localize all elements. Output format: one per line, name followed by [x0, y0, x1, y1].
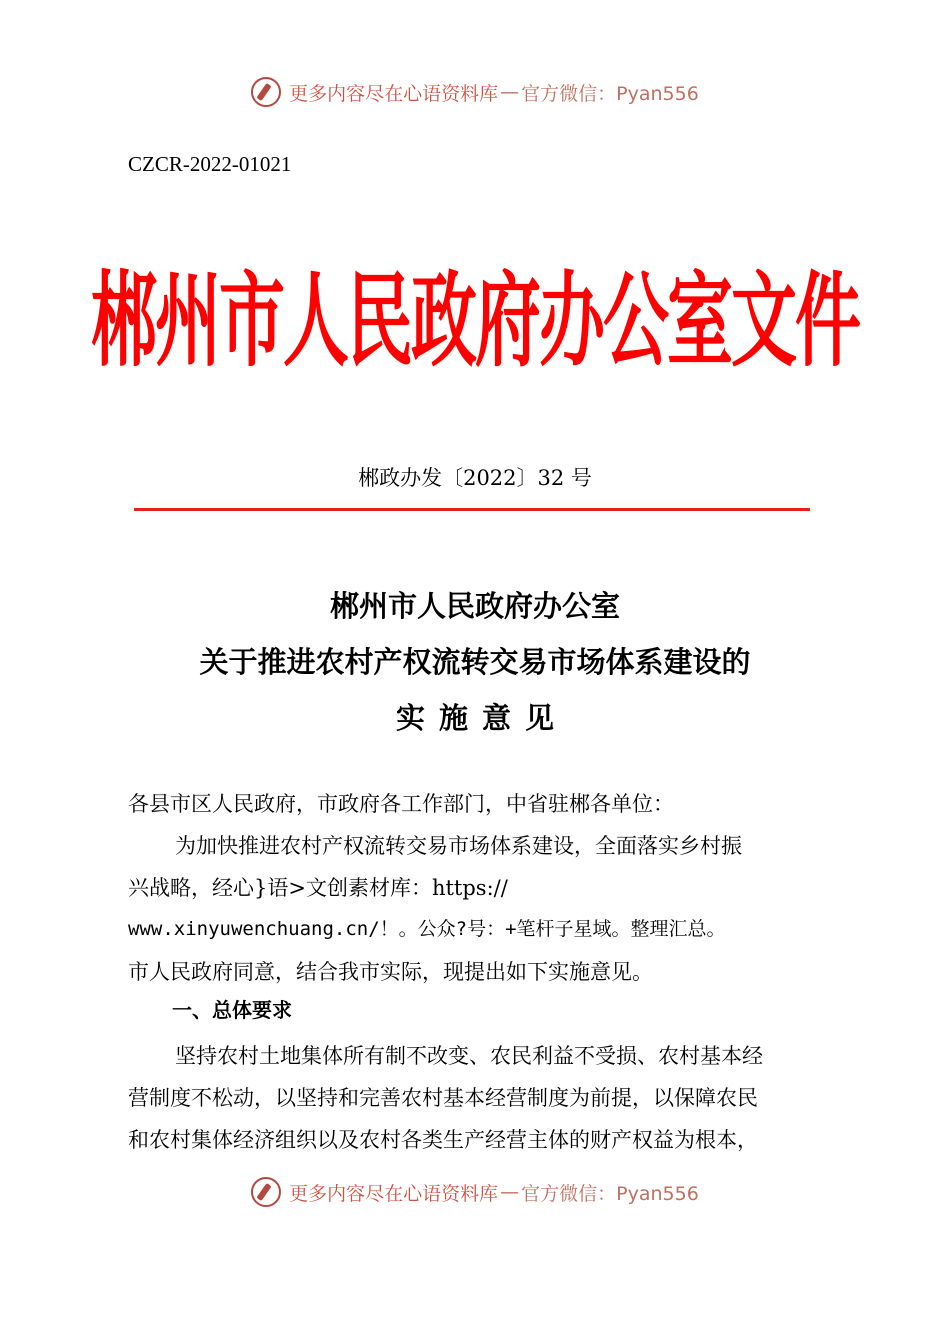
title-line-2: 关于推进农村产权流转交易市场体系建设的	[199, 645, 751, 679]
watermark-brand: 更多内容尽在心语资料库	[289, 82, 499, 105]
watermark-dash: —	[500, 1181, 520, 1203]
para2-line-2: 营制度不松动，以坚持和完善农村基本经营制度为前提，以保障农民	[128, 1086, 758, 1110]
pen-logo-icon	[251, 77, 281, 107]
watermark-brand: 更多内容尽在心语资料库	[289, 1182, 499, 1205]
para1-line-1: 为加快推进农村产权流转交易市场体系建设，全面落实乡村振	[175, 834, 742, 858]
issue-number: 郴政办发〔2022〕32 号	[358, 466, 592, 490]
para1-line-4: 市人民政府同意，结合我市实际，现提出如下实施意见。	[128, 960, 653, 984]
document-code: CZCR-2022-01021	[128, 152, 292, 176]
watermark-top	[0, 72, 950, 112]
watermark-wechat: 官方微信：Pyan556	[521, 1182, 699, 1205]
title-line-1: 郴州市人民政府办公室	[329, 589, 620, 623]
para2-line-3: 和农村集体经济组织以及农村各类生产经营主体的财产权益为根本，	[128, 1128, 758, 1152]
watermark-wechat: 官方微信：Pyan556	[521, 82, 699, 105]
masthead-title: 郴州市人民政府办公室文件	[91, 261, 859, 381]
red-divider	[134, 508, 810, 511]
para1-line-2: 兴战略，经心}语>文创素材库：https://	[128, 876, 508, 900]
pen-logo-icon	[251, 1177, 281, 1207]
para2-line-1: 坚持农村土地集体所有制不改变、农民利益不受损、农村基本经	[175, 1044, 763, 1068]
watermark-dash: —	[500, 81, 520, 103]
watermark-bottom	[0, 1172, 950, 1212]
title-line-3: 实施意见	[395, 701, 568, 735]
addressee: 各县市区人民政府，市政府各工作部门，中省驻郴各单位：	[128, 792, 674, 816]
section-heading-1: 一、总体要求	[172, 998, 292, 1022]
para1-line-3: www.xinyuwenchuang.cn/！。公众?号：+笔杆子星域。整理汇总。	[128, 918, 726, 940]
